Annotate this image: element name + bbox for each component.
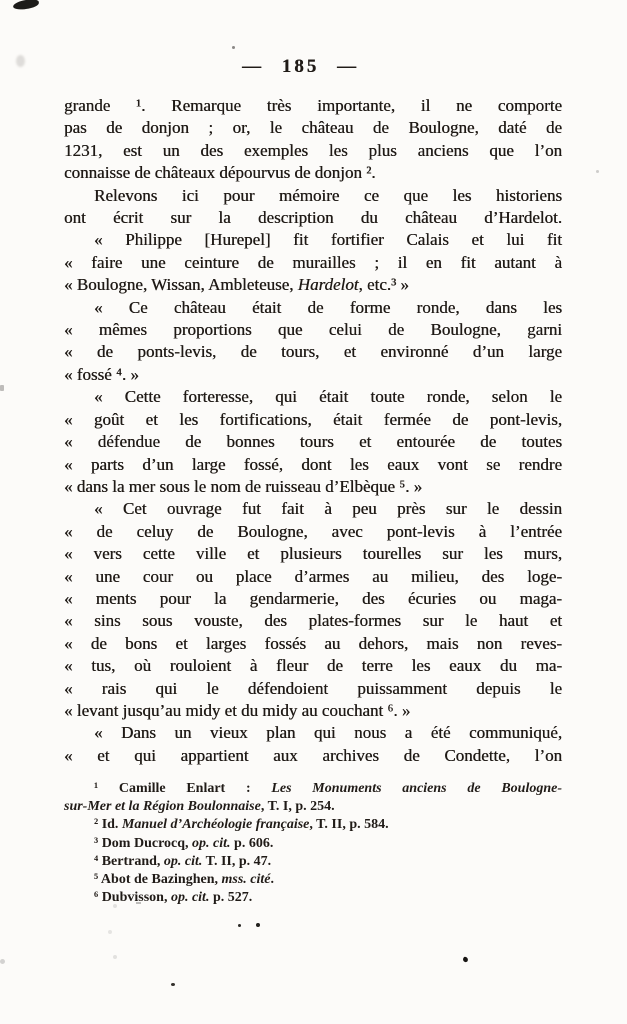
text-line: Relevons ici pour mémoire ce que les historiens (94, 185, 562, 205)
footnotes (64, 780, 562, 907)
body-text (64, 95, 562, 767)
ink-speck (256, 923, 260, 927)
paragraph (64, 185, 562, 230)
text-line: ¹ Camille Enlart : Les Monuments anciens de Boulogne- (94, 781, 562, 796)
text-line: ont écrit sur la description du château d’Hardelot. (64, 208, 562, 228)
paragraph (64, 780, 562, 816)
text-line: ⁶ Dubvisson, op. cit. p. 527. (94, 890, 253, 906)
ink-speck (462, 956, 468, 962)
ink-speck (232, 46, 235, 49)
text-line: « tus, où rouloient à fleur de terre les eaux du ma- (64, 656, 562, 676)
text-line: ² Id. Manuel d’Archéologie française, T. II, p. 584. (94, 817, 389, 833)
text-line: ⁴ Bertrand, op. cit. T. II, p. 47. (94, 853, 272, 869)
paragraph (64, 871, 562, 889)
text-line: pas de donjon ; or, le château de Boulogne, daté de (64, 118, 562, 138)
text-line: 1231, est un des exemples les plus anciens que l’on (64, 140, 562, 160)
text-line: ³ Dom Ducrocq, op. cit. p. 606. (94, 835, 274, 851)
paragraph (64, 889, 562, 907)
text-line: « Philippe [Hurepel] fit fortifier Calais et lui fit (94, 230, 562, 250)
text-line: « de bons et larges fossés au dehors, mais non reves- (64, 633, 562, 653)
paragraph (64, 498, 562, 722)
ink-speck (0, 959, 5, 964)
text-line: « rais qui le défendoient puissamment depuis le (64, 678, 562, 698)
text-line: « de celuy de Boulogne, avec pont-levis à l’entrée (64, 521, 562, 541)
text-line: ⁵ Abot de Bazinghen, mss. cité. (94, 872, 274, 888)
paragraph (64, 229, 562, 296)
text-line: « et qui appartient aux archives de Condette, l’on (64, 745, 562, 765)
text-line: grande ¹. Remarque très importante, il ne comporte (64, 96, 562, 115)
scan-artifact-edge-mark (0, 385, 4, 391)
paragraph (64, 816, 562, 834)
text-line: « parts d’un large fossé, dont les eaux vont se rendre (64, 454, 562, 474)
text-line: « Cette forteresse, qui était toute ronde, selon le (94, 387, 562, 407)
text-line: « faire une ceinture de murailles ; il en fit autant à (64, 252, 562, 272)
paragraph (64, 835, 562, 853)
text-line: « ments pour la gendarmerie, des écuries ou maga- (64, 588, 562, 608)
text-line: « mêmes proportions que celui de Boulogne, garni (64, 320, 562, 340)
ink-speck (238, 924, 241, 927)
text-line: « Dans un vieux plan qui nous a été communiqué, (94, 723, 562, 743)
text-line: sur-Mer et la Région Boulonnaise, T. I, p. 254. (64, 799, 335, 815)
text-line: « défendue de bonnes tours et entourée de toutes (64, 432, 562, 452)
text-line: « levant jusqu’au midy et du midy au couchant ⁶. » (64, 700, 411, 720)
ink-speck (113, 955, 117, 959)
text-line: « goût et les fortifications, était fermée de pont-levis, (64, 409, 562, 429)
text-line: « Ce château était de forme ronde, dans les (94, 297, 562, 317)
scan-artifact-corner-blob (13, 0, 40, 11)
page-number-header: — 185 — (242, 56, 359, 77)
text-line: « Cet ouvrage fut fait à peu près sur le dessin (94, 499, 562, 519)
text-line: « une cour ou place d’armes au milieu, des loge- (64, 566, 562, 586)
text-line: connaisse de châteaux dépourvus de donjon ². (64, 163, 376, 183)
ink-speck (108, 930, 112, 934)
paragraph (64, 722, 562, 767)
paragraph (64, 297, 562, 387)
text-line: « dans la mer sous le nom de ruisseau d’Elbèque ⁵. » (64, 476, 423, 496)
paragraph (64, 95, 562, 185)
text-line: « Boulogne, Wissan, Ambleteuse, Hardelot, etc.³ » (64, 275, 409, 295)
ink-speck (171, 983, 175, 986)
text-line: « vers cette ville et plusieurs tourelles sur les murs, (64, 544, 562, 564)
paragraph (64, 853, 562, 871)
paragraph (64, 386, 562, 498)
text-line: « de ponts-levis, de tours, et environné d’un large (64, 342, 562, 362)
ink-speck (596, 170, 599, 173)
text-line: « sins sous vouste, des plates-formes sur le haut et (64, 611, 562, 631)
text-line: « fossé ⁴. » (64, 364, 139, 384)
